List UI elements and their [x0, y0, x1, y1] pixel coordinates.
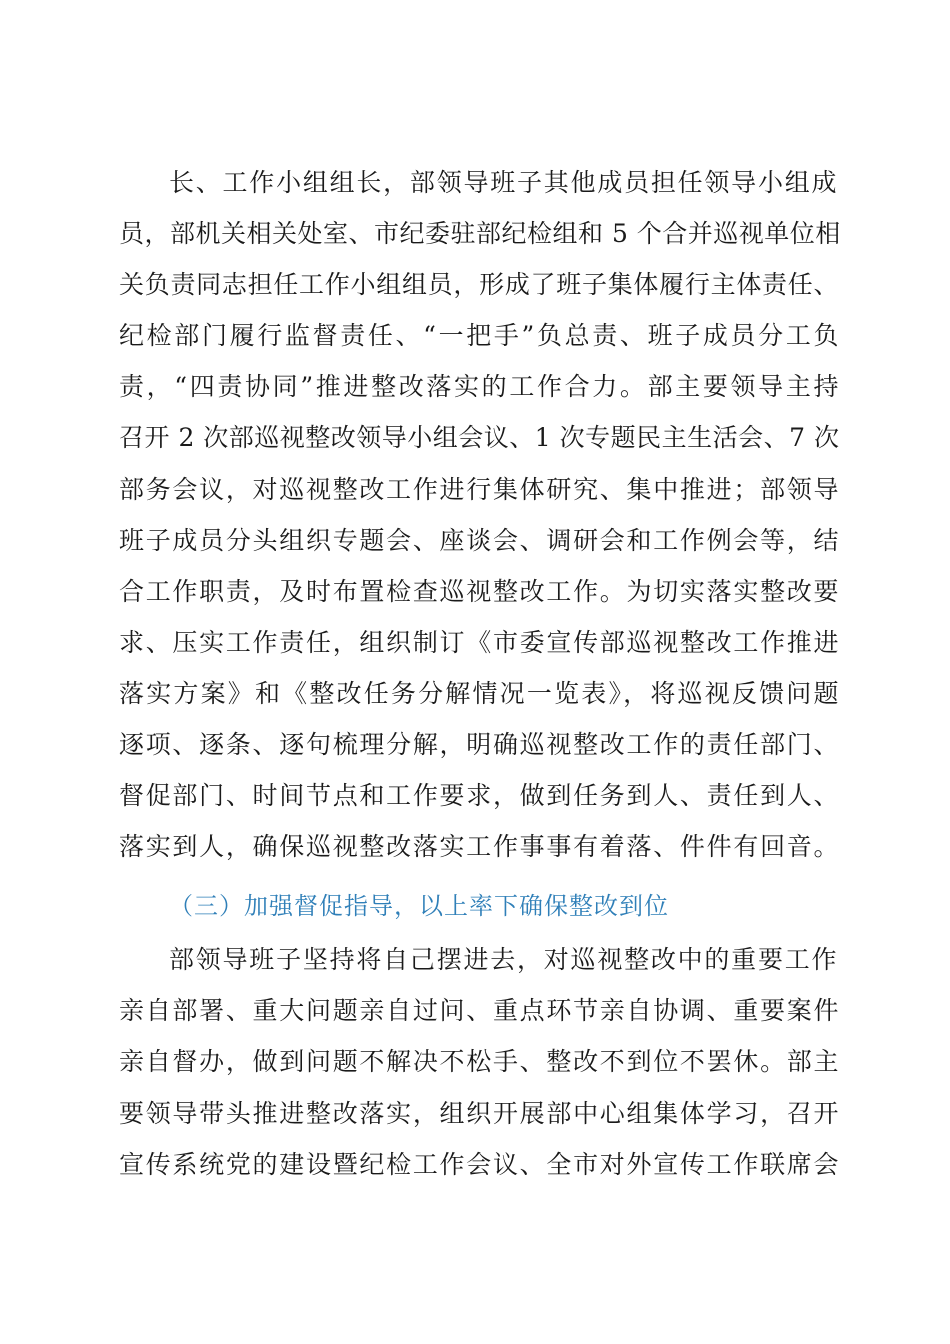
paragraph-1-line: 长、工作小组组长，部领导班子其他成员担任领导小组成 [169, 168, 837, 197]
paragraph-1-line: 责，“四责协同”推进整改落实的工作合力。部主要领导主持 [119, 372, 839, 401]
paragraph-1-line: 逐项、逐条、逐句梳理分解，明确巡视整改工作的责任部门、 [119, 730, 839, 759]
paragraph-1-line: 纪检部门履行监督责任、“一把手”负总责、班子成员分工负 [119, 321, 839, 350]
paragraph-1-line: 部务会议，对巡视整改工作进行集体研究、集中推进；部领导 [119, 475, 839, 504]
paragraph-1-line: 落实到人，确保巡视整改落实工作事事有着落、件件有回音。 [119, 832, 839, 861]
paragraph-2-line: 宣传系统党的建设暨纪检工作会议、全市对外宣传工作联席会 [119, 1150, 839, 1179]
paragraph-2-line: 亲自督办，做到问题不解决不松手、整改不到位不罢休。部主 [119, 1047, 839, 1076]
paragraph-2-line: 部领导班子坚持将自己摆进去，对巡视整改中的重要工作 [169, 945, 837, 974]
paragraph-1-line: 落实方案》和《整改任务分解情况一览表》，将巡视反馈问题 [119, 679, 839, 708]
paragraph-1-line: 员，部机关相关处室、市纪委驻部纪检组和 5 个合并巡视单位相 [119, 219, 841, 248]
paragraph-1-line: 求、压实工作责任，组织制订《市委宣传部巡视整改工作推进 [119, 628, 839, 657]
paragraph-1-line: 督促部门、时间节点和工作要求，做到任务到人、责任到人、 [119, 781, 839, 810]
paragraph-2-line: 要领导带头推进整改落实，组织开展部中心组集体学习，召开 [119, 1099, 839, 1128]
paragraph-1-line: 班子成员分头组织专题会、座谈会、调研会和工作例会等，结 [119, 526, 839, 555]
section-heading: （三）加强督促指导，以上率下确保整改到位 [169, 892, 669, 920]
paragraph-1-line: 召开 2 次部巡视整改领导小组会议、1 次专题民主生活会、7 次 [119, 423, 840, 452]
paragraph-1-line: 合工作职责，及时布置检查巡视整改工作。为切实落实整改要 [119, 577, 839, 606]
paragraph-1-line: 关负责同志担任工作小组组员，形成了班子集体履行主体责任、 [119, 270, 839, 299]
paragraph-2-line: 亲自部署、重大问题亲自过问、重点环节亲自协调、重要案件 [119, 996, 839, 1025]
